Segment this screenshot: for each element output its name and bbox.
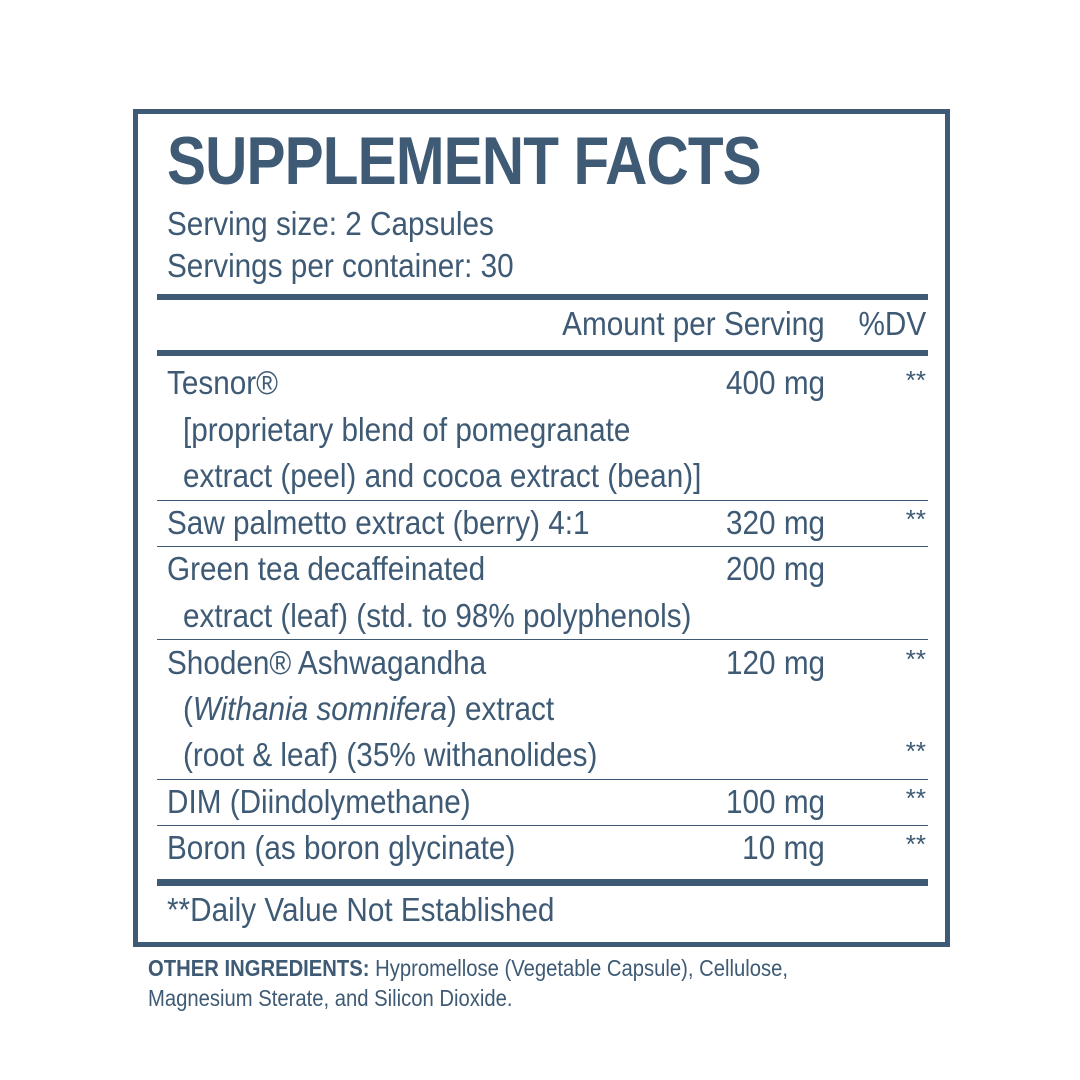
row-divider [157,500,928,501]
row-divider [157,639,928,640]
nutrient-name: Green tea decaffeinated [167,550,486,587]
nutrient-description: (root & leaf) (35% withanolides) [183,736,598,773]
nutrient-description: extract (peel) and cocoa extract (bean)] [183,457,702,494]
nutrient-name: Boron (as boron glycinate) [167,829,516,866]
nutrient-description: (Withania somnifera) extract [183,690,555,727]
nutrient-dv: ** [905,829,926,859]
rule-top [157,294,928,300]
nutrient-amount: 10 mg [742,829,825,866]
header-amount: Amount per Serving [562,305,825,342]
nutrient-dv: ** [905,783,926,813]
supplement-facts-panel [133,109,950,947]
nutrient-name: Tesnor® [167,364,279,401]
other-ingredients-text: Hypromellose (Vegetable Capsule), Cellulose, Magnesium Sterate, and Silicon Dioxide. [148,955,789,1011]
nutrient-dv: ** [905,365,926,395]
servings-per-container: Servings per container: 30 [167,247,514,284]
nutrient-name: DIM (Diindolymethane) [167,783,471,820]
nutrient-dv: ** [905,644,926,674]
panel-title: SUPPLEMENT FACTS [167,123,761,199]
nutrient-amount: 400 mg [725,364,825,401]
nutrient-name: Saw palmetto extract (berry) 4:1 [167,504,590,541]
other-ingredients [148,953,870,1013]
other-ingredients-label: OTHER INGREDIENTS: [148,955,370,981]
row-divider [157,546,928,547]
nutrient-dv: ** [905,736,926,766]
nutrient-dv: ** [905,504,926,534]
nutrient-name: Shoden® Ashwagandha [167,644,487,681]
nutrient-description: [proprietary blend of pomegranate [183,411,631,448]
nutrient-amount: 200 mg [725,550,825,587]
header-dv: %DV [858,305,926,342]
nutrient-amount: 100 mg [725,783,825,820]
nutrient-amount: 320 mg [725,504,825,541]
row-divider [157,779,928,780]
nutrient-description: extract (leaf) (std. to 98% polyphenols) [183,597,692,634]
botanical-name: Withania somnifera [192,690,447,727]
nutrient-amount: 120 mg [725,644,825,681]
row-divider [157,825,928,826]
rule-bottom [157,879,928,886]
footnote: **Daily Value Not Established [167,891,555,928]
rule-header [157,350,928,356]
serving-size: Serving size: 2 Capsules [167,205,494,242]
